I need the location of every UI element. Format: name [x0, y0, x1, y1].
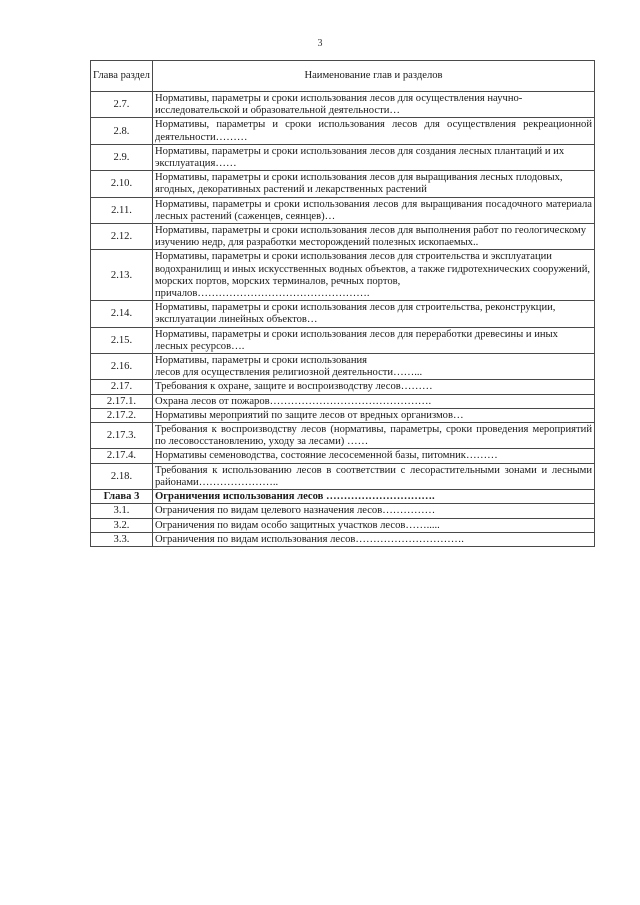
row-number: 2.17. [91, 380, 153, 394]
table-row [91, 354, 595, 380]
table-row [91, 171, 595, 197]
table-row [91, 118, 595, 144]
row-number: 2.9. [91, 144, 153, 170]
row-number: 2.17.4. [91, 449, 153, 463]
row-number: 3.2. [91, 518, 153, 532]
row-title: Нормативы, параметры и сроки использования лесов для выращивания лесных плодовых, ягодных, декоративных растений и лекарственных растений [153, 171, 595, 197]
row-title: Охрана лесов от пожаров………………………………………. [153, 394, 595, 408]
table-row [91, 518, 595, 532]
row-title: Нормативы, параметры и сроки использования лесов для осуществления рекреационной деятельности……… [153, 118, 595, 144]
table-row [91, 250, 595, 301]
row-number: 2.15. [91, 327, 153, 353]
table-row [91, 449, 595, 463]
table-row [91, 380, 595, 394]
header-chapter-section: Глава раздел [91, 61, 153, 92]
row-number: 2.11. [91, 197, 153, 223]
table-row [91, 423, 595, 449]
table-row [91, 408, 595, 422]
row-title: Ограничения по видам целевого назначения лесов…………… [153, 504, 595, 518]
chapter-row [91, 490, 595, 504]
row-number: 2.17.1. [91, 394, 153, 408]
row-title: Нормативы, параметры и сроки использования лесов для строительства, реконструкции, эксплуатации линейных объектов… [153, 301, 595, 327]
row-title: Нормативы, параметры и сроки использования лесов для выращивания посадочного материала лесных растений (саженцев, сеянцев)… [153, 197, 595, 223]
row-title: Нормативы мероприятий по защите лесов от вредных организмов… [153, 408, 595, 422]
row-number: 2.7. [91, 92, 153, 118]
row-title: Нормативы, параметры и сроки использования лесов для переработки древесины и иных лесных ресурсов…. [153, 327, 595, 353]
table-row [91, 144, 595, 170]
table-header-row [91, 61, 595, 92]
row-title: Ограничения по видам использования лесов…………………………. [153, 532, 595, 546]
table-row [91, 301, 595, 327]
row-number: 2.12. [91, 224, 153, 250]
table-row [91, 92, 595, 118]
table-row [91, 197, 595, 223]
header-title: Наименование глав и разделов [153, 61, 595, 92]
row-title: Ограничения по видам особо защитных участков лесов……..... [153, 518, 595, 532]
row-title: Нормативы, параметры и сроки использования лесов для выполнения работ по геологическому изучению недр, для разработки месторождений полезных ископаемых.. [153, 224, 595, 250]
row-number: 2.16. [91, 354, 153, 380]
row-title: Нормативы, параметры и сроки использования лесов для создания лесных плантаций и их эксплуатация…… [153, 144, 595, 170]
row-title: Требования к воспроизводству лесов (нормативы, параметры, сроки проведения мероприятий по лесовосстановлению, уходу за лесами) …… [153, 423, 595, 449]
row-number: 3.1. [91, 504, 153, 518]
table-row [91, 532, 595, 546]
row-number: Глава 3 [91, 490, 153, 504]
row-title: Нормативы, параметры и сроки использования лесов для осуществления религиозной деятельности……... [153, 354, 595, 380]
table-row [91, 327, 595, 353]
row-number: 2.10. [91, 171, 153, 197]
table-row [91, 504, 595, 518]
row-title: Нормативы, параметры и сроки использования лесов для строительства и эксплуатации водохранилищ и иных искусственных водных объектов, а также гидротехнических сооружений, морских портов, морских терминалов, речных портов, причалов…………………………………………. [153, 250, 595, 301]
row-number: 2.14. [91, 301, 153, 327]
row-title: Нормативы семеноводства, состояние лесосеменной базы, питомник……… [153, 449, 595, 463]
row-number: 3.3. [91, 532, 153, 546]
contents-table [90, 60, 595, 547]
row-number: 2.8. [91, 118, 153, 144]
row-title: Нормативы, параметры и сроки использования лесов для осуществления научно-исследовательской и образовательной деятельности… [153, 92, 595, 118]
row-title: Ограничения использования лесов …………………………. [153, 490, 595, 504]
row-title: Требования к использованию лесов в соответствии с лесорастительными зонами и лесными районами………………….. [153, 463, 595, 489]
row-number: 2.13. [91, 250, 153, 301]
table-row [91, 394, 595, 408]
row-number: 2.17.3. [91, 423, 153, 449]
row-number: 2.17.2. [91, 408, 153, 422]
row-number: 2.18. [91, 463, 153, 489]
row-title: Требования к охране, защите и воспроизводству лесов……… [153, 380, 595, 394]
page-number: 3 [317, 38, 323, 49]
table-row [91, 224, 595, 250]
table-row [91, 463, 595, 489]
